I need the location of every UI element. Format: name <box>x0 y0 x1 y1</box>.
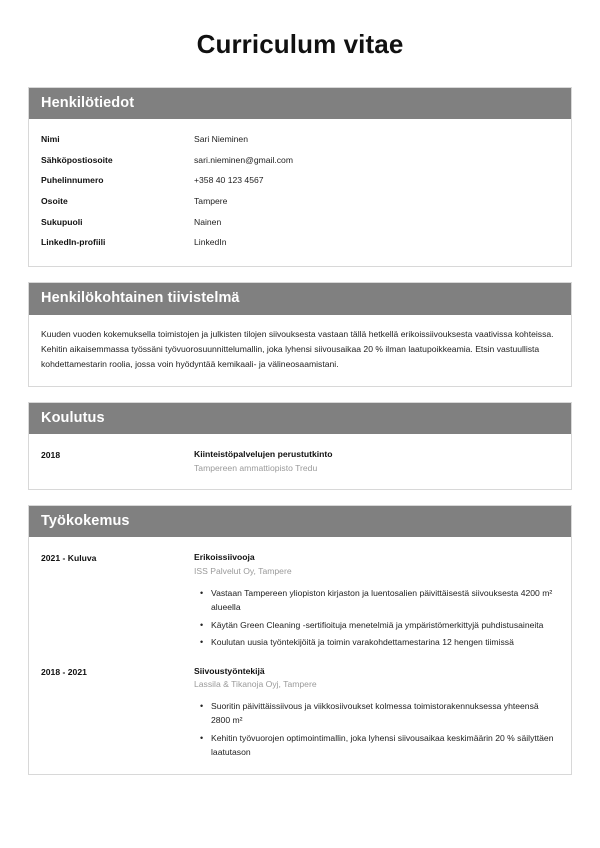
list-item: • Käytän Green Cleaning -sertifioituja menetelmiä ja ympäristömerkittyjä puhdistusaineita <box>211 618 559 636</box>
experience-employer: Lassila & Tikanoja Oyj, Tampere <box>194 678 317 689</box>
info-label-name: Nimi <box>41 134 60 145</box>
table-row <box>41 171 559 192</box>
info-value-gender: Nainen <box>194 216 222 227</box>
list-item: • Kehitin työvuorojen optimointimallin, joka lyhensi siivousaikaa keskimäärin 20 % säilyttäen laatutason <box>211 731 559 760</box>
info-label-address: Osoite <box>41 196 68 207</box>
table-row <box>41 130 559 151</box>
info-label-gender: Sukupuoli <box>41 216 83 227</box>
summary-paragraph: Kuuden vuoden kokemuksella toimistojen ja julkisten tilojen siivouksesta vastaan tällä hetkellä erikoissiivouksesta vaativissa kohteissa. Kehitin aikaisemmassa työssäni työvuorosuunnittelumallin, joka lyhensi siivousaikaa 20 % ilman laatupoikkeamia. Etsin vastuullista kohdettamestarin roolia, jossa voin hyödyntää kemikaali- ja välineosaamistani. <box>41 328 554 369</box>
experience-job-title: Erikoissiivooja <box>194 552 255 563</box>
list-item <box>41 445 559 476</box>
info-label-email: Sähköpostiosoite <box>41 154 113 165</box>
info-value-phone: +358 40 123 4567 <box>194 175 264 186</box>
list-item: • Suoritin päivittäissiivous ja viikkosiivoukset kolmessa toimistorakennuksessa yhteensä 2800 m² <box>211 699 559 731</box>
list-item <box>41 652 559 762</box>
personal-info-table <box>29 119 571 266</box>
table-row <box>41 151 559 172</box>
section-heading-summary: Henkilökohtainen tiivistelmä <box>29 283 571 315</box>
summary-body <box>29 315 571 386</box>
experience-date: 2021 - Kuluva <box>41 553 97 564</box>
list-item: • Vastaan Tampereen yliopiston kirjaston ja luentosalien päivittäisestä siivouksesta 4200 m² alueella <box>211 586 559 618</box>
section-education <box>28 402 572 490</box>
education-degree: Kiinteistöpalvelujen perustutkinto <box>194 449 333 460</box>
page-title: Curriculum vitae <box>196 29 404 59</box>
section-experience <box>28 505 572 775</box>
table-row <box>41 213 559 234</box>
list-item <box>41 548 559 651</box>
experience-date: 2018 - 2021 <box>41 666 87 677</box>
info-value-address: Tampere <box>194 196 228 207</box>
experience-details <box>194 665 559 760</box>
experience-body <box>29 537 571 774</box>
section-personal-info <box>28 87 572 267</box>
table-row <box>41 233 559 254</box>
education-details <box>194 448 559 474</box>
experience-responsibilities <box>194 586 559 650</box>
experience-employer: ISS Palvelut Oy, Tampere <box>194 565 292 576</box>
experience-job-title: Siivoustyöntekijä <box>194 665 265 676</box>
info-label-phone: Puhelinnumero <box>41 175 104 186</box>
experience-details <box>194 551 559 649</box>
list-item: • Koulutan uusia työntekijöitä ja toimin varakohdettamestarina 12 hengen tiimissä <box>211 635 559 650</box>
education-date: 2018 <box>41 450 61 461</box>
section-heading-education: Koulutus <box>29 403 571 435</box>
info-value-linkedin: LinkedIn <box>194 237 227 248</box>
info-label-linkedin: LinkedIn-profiili <box>41 237 106 248</box>
table-row <box>41 192 559 213</box>
section-summary <box>28 282 572 387</box>
section-heading-experience: Työkokemus <box>29 506 571 538</box>
education-body <box>29 434 571 488</box>
experience-responsibilities <box>194 699 559 760</box>
info-value-name: Sari Nieminen <box>194 134 248 145</box>
info-value-email: sari.nieminen@gmail.com <box>194 154 293 165</box>
section-heading-personal-info: Henkilötiedot <box>29 88 571 120</box>
education-institution: Tampereen ammattiopisto Tredu <box>194 462 318 473</box>
